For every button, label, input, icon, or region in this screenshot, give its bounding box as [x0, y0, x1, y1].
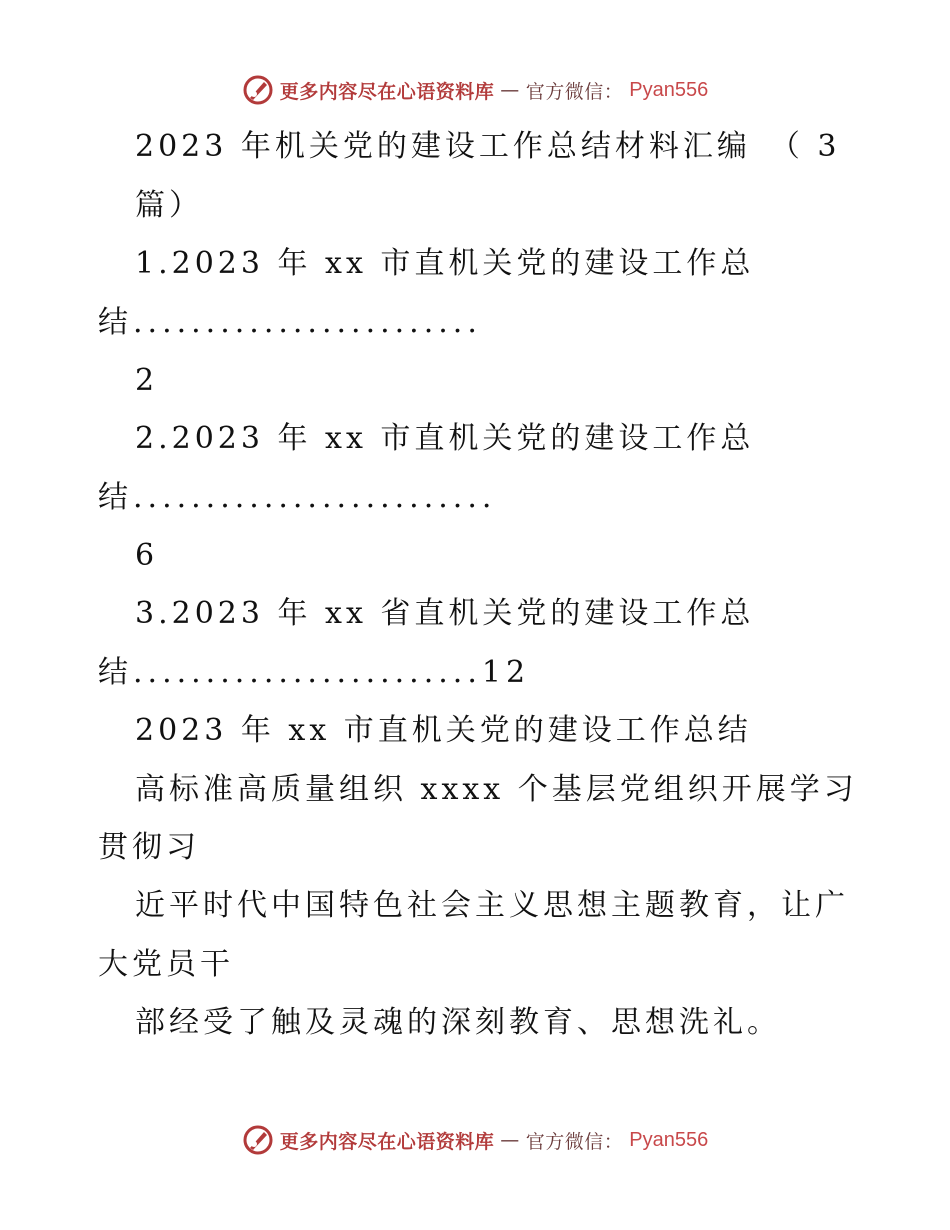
toc-item-2-page: 6 [135, 538, 159, 573]
toc-item-1-line-2: 结........................ [98, 305, 482, 340]
toc-item-1-line-1: 1.2023 年 xx 市直机关党的建设工作总 [135, 246, 755, 281]
footer-watermark [0, 1120, 950, 1160]
header-watermark [0, 70, 950, 110]
quill-logo-icon [242, 74, 274, 106]
paragraph-line-2: 贯彻习 [98, 830, 200, 865]
watermark-official-label: 官方微信： [525, 1130, 624, 1153]
paragraph-line-5: 部经受了触及灵魂的深刻教育、思想洗礼。 [135, 1005, 781, 1040]
paragraph-line-1: 高标准高质量组织 xxxx 个基层党组织开展学习 [135, 772, 858, 807]
toc-item-3-line-2: 结........................12 [98, 655, 531, 690]
paragraph-line-3: 近平时代中国特色社会主义思想主题教育，让广 [135, 888, 849, 923]
toc-item-2-line-2: 结......................... [98, 480, 497, 515]
toc-item-3-line-1: 3.2023 年 xx 省直机关党的建设工作总 [135, 596, 755, 631]
doc-title-line-1: 2023 年机关党的建设工作总结材料汇编 （ 3 [135, 129, 841, 164]
doc-title-line-2: 篇） [135, 188, 203, 223]
watermark-dash: — [500, 1129, 520, 1151]
watermark-wechat-id: Pyan556 [629, 1128, 709, 1151]
watermark-main-text: 更多内容尽在心语资料库 [279, 80, 495, 103]
toc-item-1-page: 2 [135, 363, 159, 398]
quill-logo-icon [242, 1124, 274, 1156]
paragraph-line-4: 大党员干 [98, 947, 234, 982]
watermark-main-text: 更多内容尽在心语资料库 [279, 1130, 495, 1153]
watermark-dash: — [500, 79, 520, 101]
watermark-wechat-id: Pyan556 [629, 78, 709, 101]
section-title: 2023 年 xx 市直机关党的建设工作总结 [135, 713, 752, 748]
watermark-official-label: 官方微信： [525, 80, 624, 103]
toc-item-2-line-1: 2.2023 年 xx 市直机关党的建设工作总 [135, 421, 755, 456]
